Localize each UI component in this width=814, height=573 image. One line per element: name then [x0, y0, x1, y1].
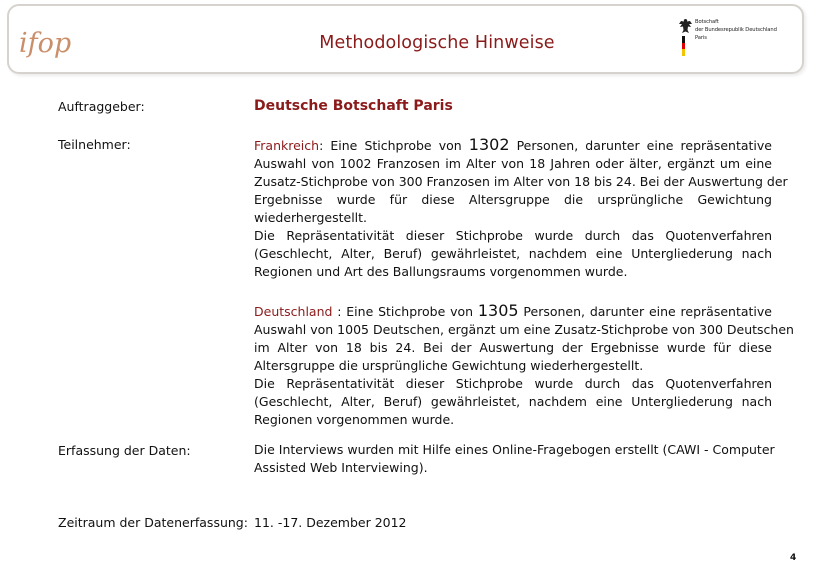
germany-first-line [254, 302, 772, 321]
france-count: 1302 [468, 135, 510, 154]
germany-line: Die Repräsentativität dieser Stichprobe wurde durch das Quotenverfahren [254, 376, 772, 391]
embassy-logo [678, 18, 804, 58]
collection-paragraph [254, 441, 775, 477]
france-line: Die Repräsentativität dieser Stichprobe wurde durch das Quotenverfahren [254, 228, 772, 243]
page-title: Methodologische Hinweise [319, 33, 555, 53]
federal-eagle-icon [678, 18, 693, 35]
germany-line: Auswahl von 1005 Deutschen, ergänzt um eine Zusatz-Stichprobe von 300 Deutschen [254, 322, 794, 337]
france-line: Zusatz-Stichprobe von 300 Franzosen im Alter von 18 bis 24. Bei der Auswertung der [254, 174, 788, 189]
collection-label: Erfassung der Daten: [58, 443, 191, 458]
germany-line: im Alter von 18 bis 24. Bei der Auswertung der Ergebnisse wurde für diese [254, 340, 772, 355]
germany-post: Personen, darunter eine repräsentative [523, 304, 772, 319]
france-line: Ergebnisse wurde für diese Altersgruppe die ursprüngliche Gewichtung [254, 192, 772, 207]
france-line: (Geschlecht, Alter, Beruf) gewährleistet, nachdem eine Untergliederung nach [254, 246, 772, 261]
period-value: 11. -17. Dezember 2012 [254, 515, 407, 530]
france-line: Regionen und Art des Ballungsraums vorgenommen wurde. [254, 264, 628, 279]
france-paragraph [254, 135, 788, 281]
germany-country: Deutschland [254, 304, 333, 319]
germany-pre: : Eine Stichprobe von [332, 304, 474, 319]
germany-line: (Geschlecht, Alter, Beruf) gewährleistet, nachdem eine Untergliederung nach [254, 394, 772, 409]
svg-text:ifop: ifop [19, 28, 72, 59]
france-pre: : Eine Stichprobe von [319, 138, 462, 153]
page-number: 4 [790, 553, 797, 563]
embassy-line-3: Paris [695, 35, 707, 41]
france-line: Auswahl von 1002 Franzosen im Alter von 18 Jahren oder älter, ergänzt um eine [254, 156, 772, 171]
germany-line: Altersgruppe die ursprüngliche Gewichtung wiederhergestellt. [254, 358, 644, 373]
participants-label: Teilnehmer: [58, 137, 131, 152]
france-post: Personen, darunter eine repräsentative [516, 138, 772, 153]
collection-line: Die Interviews wurden mit Hilfe eines Online-Fragebogen erstellt (CAWI - Computer [254, 442, 775, 457]
france-country: Frankreich [254, 138, 320, 153]
client-value: Deutsche Botschaft Paris [254, 98, 453, 114]
german-flag-bar [682, 36, 685, 56]
france-first-line [254, 136, 772, 155]
collection-line: Assisted Web Interviewing). [254, 460, 428, 475]
embassy-line-2: der Bundesrepublik Deutschland [695, 27, 777, 33]
france-line: wiederhergestellt. [254, 210, 368, 225]
germany-line: Regionen vorgenommen wurde. [254, 412, 455, 427]
client-label: Auftraggeber: [58, 99, 145, 114]
germany-paragraph [254, 301, 794, 429]
embassy-line-1: Botschaft [695, 19, 719, 25]
period-label: Zeitraum der Datenerfassung: [58, 515, 248, 530]
germany-count: 1305 [477, 301, 519, 320]
